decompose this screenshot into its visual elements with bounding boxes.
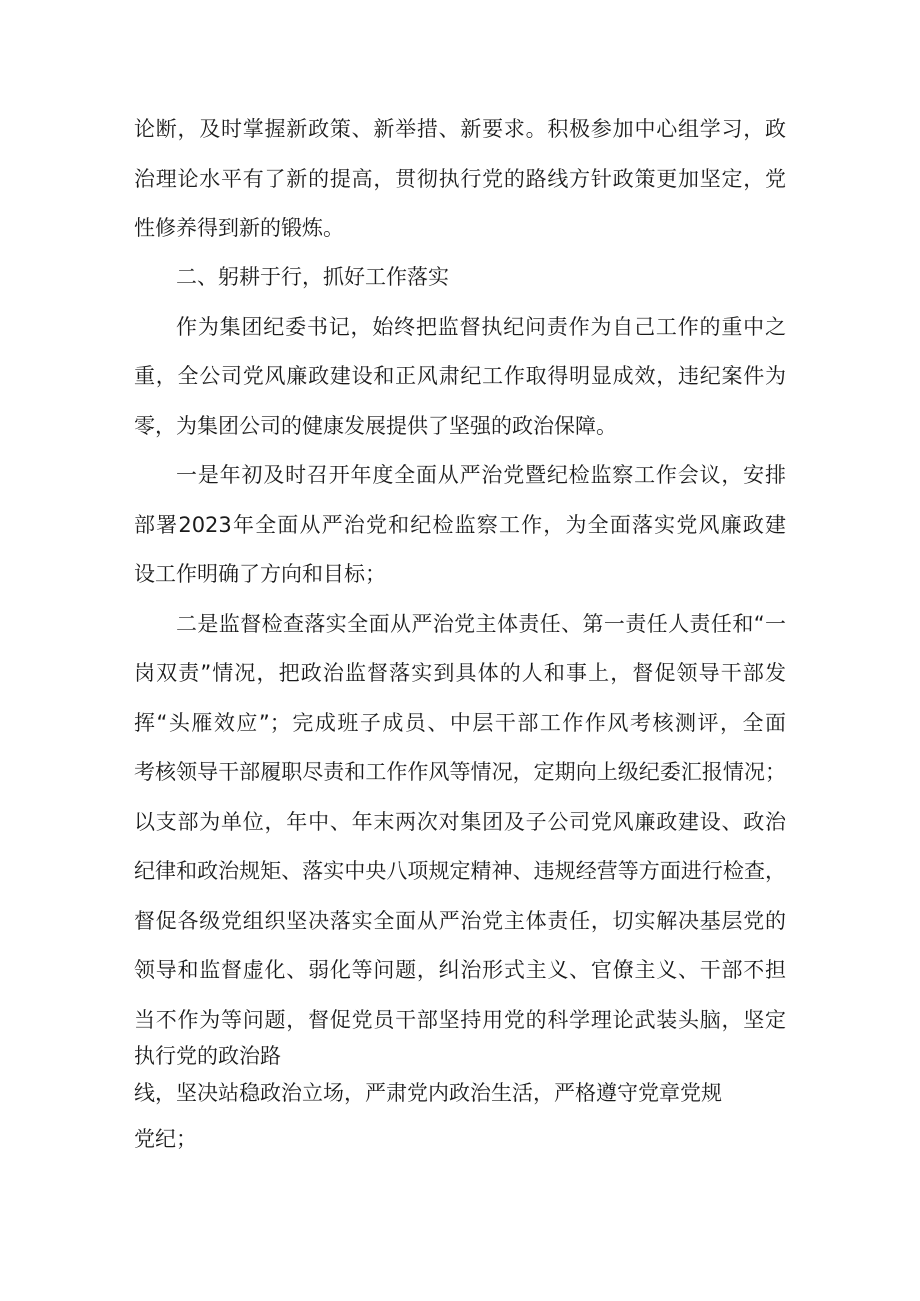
text-line: 零，为集团公司的健康发展提供了坚强的政治保障。 <box>134 414 617 438</box>
section-heading: 二、躬耕于行，抓好工作落实 <box>176 265 449 289</box>
text-line: 重，全公司党风廉政建设和正风肃纪工作取得明显成效，违纪案件为 <box>134 364 786 388</box>
text-line: 作为集团纪委书记，始终把监督执纪问责作为自己工作的重中之 <box>176 315 786 339</box>
text-line: 以支部为单位，年中、年末两次对集团及子公司党风廉政建设、政治 <box>134 810 786 834</box>
text-line: 性修养得到新的锻炼。 <box>134 216 344 240</box>
text-line: 一是年初及时召开年度全面从严治党暨纪检监察工作会议，安排 <box>176 463 786 487</box>
text-line: 领导和监督虚化、弱化等问题，纠治形式主义、官僚主义、干部不担 <box>134 958 786 982</box>
text-line: 二是监督检查落实全面从严治党主体责任、第一责任人责任和“一 <box>176 612 786 636</box>
text-line: 线，坚决站稳政治立场，严肃党内政治生活，严格遵守党章党规 <box>134 1081 722 1105</box>
text-line: 执行党的政治路 <box>134 1044 281 1068</box>
text-line: 岗双责”情况，把政治监督落实到具体的人和事上，督促领导干部发 <box>134 661 786 685</box>
text-line: 党纪； <box>134 1127 197 1151</box>
text-line: 当不作为等问题，督促党员干部坚持用党的科学理论武装头脑，坚定 <box>134 1008 786 1032</box>
text-line: 论断，及时掌握新政策、新举措、新要求。积极参加中心组学习，政 <box>134 117 786 141</box>
text-line: 治理论水平有了新的提高，贯彻执行党的路线方针政策更加坚定，党 <box>134 167 786 191</box>
text-line: 部署2023年全面从严治党和纪检监察工作，为全面落实党风廉政建 <box>134 513 786 537</box>
text-line: 挥“头雁效应”；完成班子成员、中层干部工作作风考核测评，全面 <box>134 711 786 735</box>
text-line: 督促各级党组织坚决落实全面从严治党主体责任，切实解决基层党的 <box>134 909 786 933</box>
text-line: 纪律和政治规矩、落实中央八项规定精神、违规经营等方面进行检查， <box>134 859 786 883</box>
text-line: 考核领导干部履职尽责和工作作风等情况，定期向上级纪委汇报情况； <box>134 760 786 784</box>
text-line: 设工作明确了方向和目标； <box>134 562 386 586</box>
